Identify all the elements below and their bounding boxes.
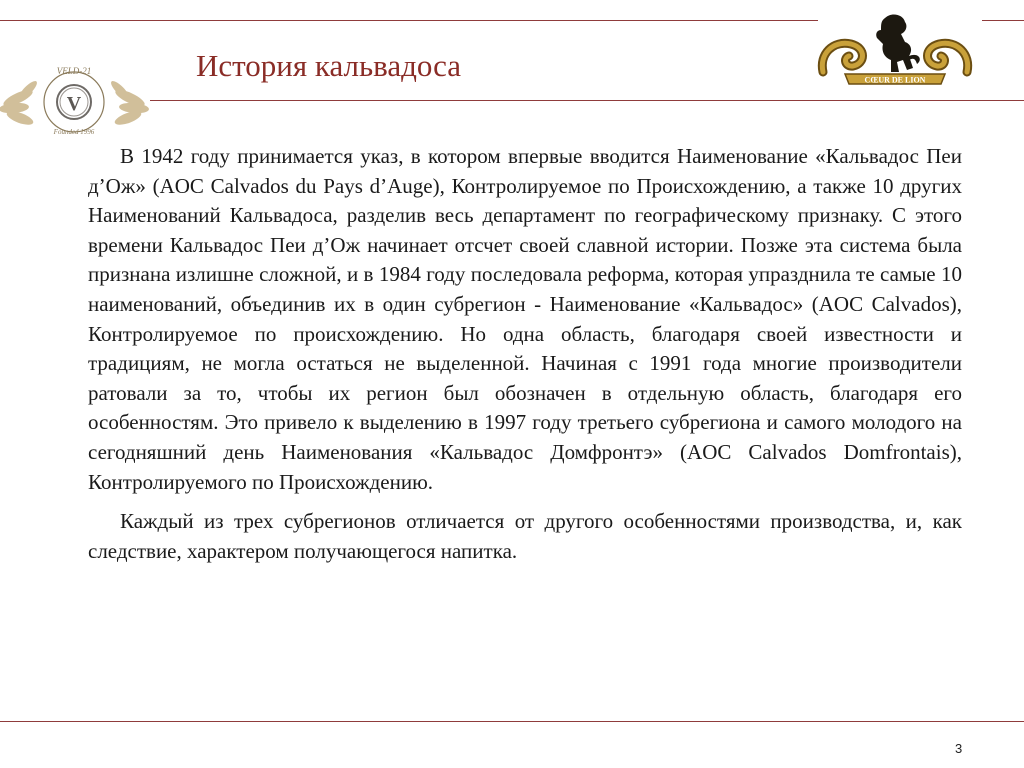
veld-founded: Founded 1996	[53, 128, 95, 136]
top-rule	[0, 20, 818, 21]
coeur-de-lion-emblem-icon	[815, 8, 975, 96]
veld-monogram: V	[66, 93, 82, 115]
paragraph-history: В 1942 году принимается указ, в котором впервые вводится Наименование «Кальвадос Пеи д’Ож» (AOC Calvados du Pays d’Auge), Контролируемое по Происхождению, а также 10 других Наименований Кальвадоса, разделив весь департамент по географическому признаку. С этого времени Кальвадос Пеи д’Ож начинает отсчет своей славной истории. Позже эта система была признана излишне сложной, и в 1984 году последовала реформа, которая упразднила те самые 10 наименований, объединив их в один субрегион - Наименование «Кальвадос» (AOC Calvados), Контролируемое по происхождению. Но одна область, благодаря своей известности и традициям, не могла остаться не выделенной. Начиная с 1991 года многие производители ратовали за то, чтобы их регион был обозначен в отдельную область, благодаря его особенностям. Это привело к выделению в 1997 году третьего субрегиона и самого молодого на сегодняшний день Наименования «Кальвадос Домфронтэ» (AOC Calvados Domfrontais), Контролируемого по Происхождению.	[88, 144, 962, 494]
bottom-rule	[0, 721, 1024, 722]
paragraph-subregions: Каждый из трех субрегионов отличается от другого особенностями производства, и, как следствие, характером получающегося напитка.	[88, 509, 962, 563]
slide-title: История кальвадоса	[196, 48, 462, 83]
top-rule-right	[982, 20, 1024, 21]
title-rule	[150, 100, 1024, 101]
page-number: 3	[955, 741, 963, 756]
veld-21-logo	[0, 58, 150, 138]
veld-21-laurel-emblem-icon	[0, 58, 150, 138]
veld-name: VELD-21	[56, 66, 92, 76]
coeur-de-lion-banner-text: CŒUR DE LION	[864, 75, 926, 85]
coeur-de-lion-logo	[815, 8, 975, 96]
body-text	[88, 142, 962, 576]
